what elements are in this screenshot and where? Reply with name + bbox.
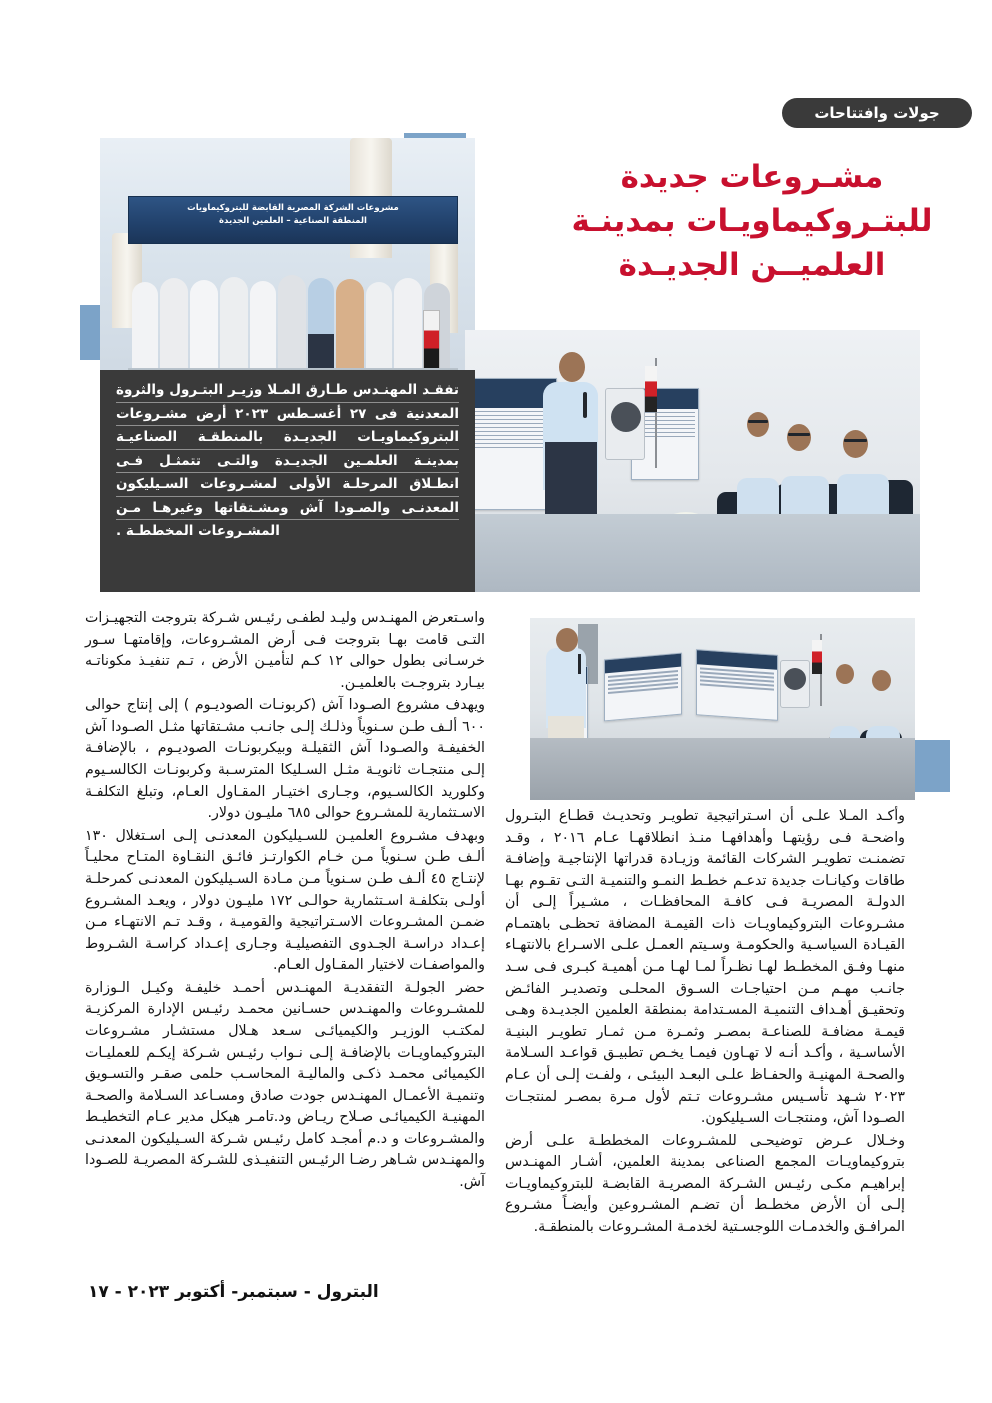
display-board — [604, 653, 682, 722]
photo-floor — [465, 514, 920, 592]
caption-line: بمدينـة العلمـين الجديـدة والتـى تتمثـل فـى — [116, 455, 459, 474]
page-title — [542, 155, 962, 287]
paragraph: حضر الجولـة التفقديـة المهنـدس أحمـد خليفـة وكيـل الـوزارة للمشـروعات والمهنـدس حسـانين محمـد رئيـس الإدارة المركزيـة لمكتـب الوزيـر والكيميائـى سـعد هـلال مستشـار مشـروعات البتروكيماويـات بالإضافـة إلـى نـواب رئيـس شـركة إيكـم للعمليـات الكيميائى محمـد ذكـى والماليـة المحاسـب حلمى صقـر والتسـويق وتنميـة الأعمـال المهنـدس جودت صادق ومسـاعد السـلامة والصحـة المهنيـة الكيميائـى صـلاح ريـاض ود.تامـر هيكل مدير عـام التخطيـط والمشـروعات و د.م أمجـد كامل رئيـس شـركة السـيليكون المعدنـى والمهنـدس شـاهر رضـا الرئيـس التنفيـذى للشـركة المصريـة للصـودا آش. — [85, 979, 485, 1191]
photo-minister-speech — [465, 330, 920, 592]
ac-fan — [784, 668, 806, 690]
guest-head — [787, 424, 811, 451]
banner-line-1: مشروعات الشركة المصرية القابضة للبتروكيماويات — [187, 203, 399, 213]
sunglasses — [788, 433, 810, 436]
microphone — [583, 392, 587, 418]
caption-line: المعدنية فى ٢٧ أغسـطس ٢٠٢٣ أرض مشـروعات — [116, 408, 459, 427]
body-column-right — [505, 806, 905, 1240]
paragraph: وخـلال عـرض توضيحـى للمشـروعات المخططـة علـى أرض بتروكيماويـات المجمع الصناعى بمدينة العلمين، أشـار المهنـدس إبراهيـم مكـى رئيـس الشـركة المصريـة القابضـة للبتروكيماويـات إلـى أن الأرض مخطـط أن تضـم المشـروعين وأيضـاً مشـروع المرافـق والخدمـات اللوجسـتية لخدمـة المشـروعات بالمنطقـة. — [505, 1132, 905, 1235]
sunglasses — [748, 420, 768, 423]
paragraph: واسـتعرض المهنـدس وليـد لطفـى رئيـس شـركة بتروجت التجهيـزات التـى قامت بهـا بتروجت فـى أرض المشـروعات، وإقامتهـا سـور خرسـانى بطول حوالى ١٢ كـم لتأميـن الأرض ، تـم تنفيـذ مكوناتـه بيـارد بتروجـت بالعلميـن. — [85, 610, 486, 691]
guest-head — [747, 412, 769, 437]
ac-fan — [611, 402, 641, 432]
caption-text — [116, 384, 459, 543]
title-line-2: للبتـروكيماويـات بمدينـة — [571, 203, 933, 240]
caption-line: انطـلاق المرحلـة الأولى لمشـروعات السـيليكون — [116, 478, 459, 497]
caption-line: تفقـد المهنـدس طـارق المـلا وزيـر البتـرول والثروة — [116, 384, 459, 403]
caption-line: المشـروعات المخططـة . — [116, 523, 280, 539]
guest-head — [843, 430, 868, 458]
speaker-head — [559, 352, 585, 382]
guest-head — [836, 664, 854, 684]
display-board — [696, 649, 778, 721]
body-column-left — [85, 608, 485, 1195]
page-footer: البترول - سبتمبر- أكتوبر ٢٠٢٣ - ١٧ — [88, 1282, 379, 1302]
egypt-flag — [645, 366, 657, 412]
paragraph: وأكـد المـلا علـى أن اسـتراتيجية تطويـر وتحديـث قطـاع البتـرول واضحـة فـى رؤيتهـا وأهدافهـا منـذ انطلاقهـا عـام ٢٠١٦ ، وقـد تضمنـت تطويـر الشركات القائمة وزيـادة قدراتها الإنتاجيـة وإضافـة طاقات وكيانـات جديدة تدعـم خطـط النمـو والتنميـة التـى تقـوم بهـا الدولـة المصريـة فـى كافـة المحافظـات ، مشـيراً إلـى أن مشـروعات البتروكيماويـات ذات القيمـة المضافة تحظـى باهتمـام القيـادة السياسـية والحكومـة وسـيتم العمـل علـى الاسـراع بالانتهـاء منهـا وفـق المخطـط لهـا نظـراً لمـا لهـا مـن أهميـة كبـرى فـى سـد جانـب مهـم مـن احتياجـات السـوق المحلـى وتصديـر الفائـض وتحقيـق أهـداف التنميـة المسـتدامة بمنطقة العلمين الجديـدة وهـى قيمـة مضافـة للصناعـة بمصـر وثمـرة مـن ثمـار تطويـر البنيـة الأساسـية ، وأكـد أنـه لا تهـاون فيمـا يخـص تطبيـق قواعـد السـلامة والصحـة المهنيـة والحفـاظ علـى البعـد البيئـى ، ولفـت إلـى أن عـام ٢٠٢٣ شـهد تأسـيس مشـروعات تـتم لأول مـرة بمصـر لمنتجـات الصـودا آش، ومنتجـات السـيليكون. — [505, 808, 905, 1127]
title-line-3: العلميــن الجديـدة — [618, 247, 886, 284]
speaker-head — [556, 628, 578, 652]
photo-caption-box — [100, 370, 475, 592]
caption-line: المعدنـى والصـودا آش ومشـتقاتها وغيرهـا مـن — [116, 502, 459, 521]
sunglasses — [844, 439, 867, 442]
event-banner — [128, 196, 458, 244]
title-line-1: مشـروعات جديدة — [620, 159, 884, 195]
guest-head — [872, 670, 891, 691]
caption-line: البتروكيماويـات الجديـدة بالمنطقـة الصناعيـة — [116, 431, 459, 450]
egypt-flag — [812, 640, 822, 674]
banner-line-2: المنطقة الصناعية – العلمين الجديدة — [219, 216, 367, 227]
paragraph: ويهدف مشروع الصـودا آش (كربونـات الصوديـوم ) إلى إنتاج حوالى ٦٠٠ ألـف طـن سـنوياً وذلـك إلـى جانـب مشـتقاتها مثـل الصـودا آش الخفيفـة والصـودا آش الثقيلـة وبيكربونـات الصوديـوم ، بالإضافـة إلـى منتجـات ثانويـة مثـل السـليكا المترسـبة وكربونـات الكالسـيوم وكلوريد الكالسـيوم، وجـارى اختيـار المقـاول العـام، وتبلغ التكلفـة الاسـتثمارية للمشـروع حوالى ٦٨٥ مليـون دولار. — [85, 697, 485, 822]
egypt-flag — [423, 310, 440, 372]
microphone — [578, 654, 581, 674]
paragraph: وبهدف مشـروع العلميـن للسـيليكون المعدنـى إلـى اسـتغلال ١٣٠ ألـف طـن سـنوياً مـن خـام الكوارتـز فائـق النقـاوة المتـاح محليـاً لإنتـاج ٤٥ ألـف طـن سـنوياً مـن مـادة السـيليكون المعدنـى كمرحلـة أولـى بتكلفـة اسـتثمارية حوالـى ١٧٢ مليـون دولار ، ويعـد المشـروع ضمـن المشـروعات الاسـتراتيجية والقوميـة ، وقـد تـم الانتهـاء مـن إعـداد دراسـة الجـدوى التفصيليـة وجـارى إعـداد كراسـة الشـروط والمواصفـات لاختيار المقـاول العـام. — [85, 827, 485, 974]
photo-floor — [530, 738, 915, 800]
photo-presentation-boards — [530, 618, 915, 800]
photo-group-at-banner — [100, 138, 475, 378]
section-badge: جولات وافتتاحات — [782, 98, 972, 128]
photo-crowd — [128, 244, 458, 378]
